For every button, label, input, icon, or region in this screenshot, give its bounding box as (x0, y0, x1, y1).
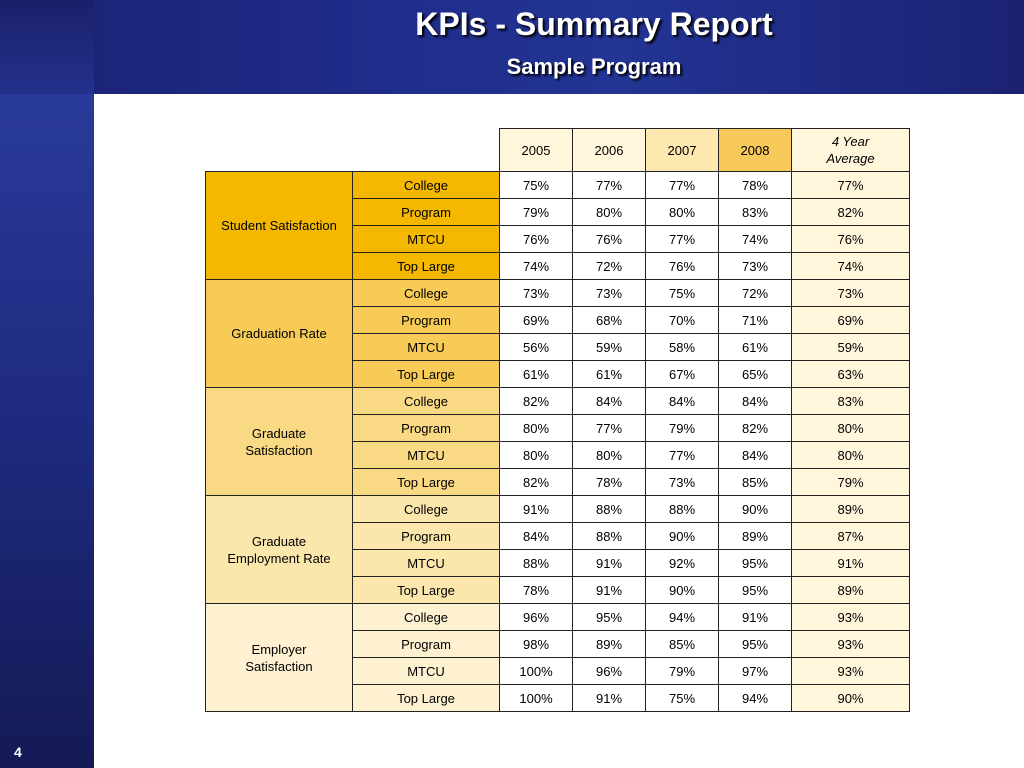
metric-group-label-line2: Employment Rate (227, 550, 331, 566)
value-cell: 56% (500, 334, 573, 361)
kpi-summary-table (205, 128, 910, 712)
value-cell: 95% (719, 577, 792, 604)
value-cell: 74% (719, 226, 792, 253)
comparison-label: Program (353, 523, 500, 550)
value-cell: 61% (573, 361, 646, 388)
average-cell: 63% (792, 361, 910, 388)
value-cell: 90% (719, 496, 792, 523)
average-cell: 93% (792, 604, 910, 631)
comparison-label: Top Large (353, 469, 500, 496)
value-cell: 77% (646, 226, 719, 253)
value-cell: 80% (573, 199, 646, 226)
value-cell: 88% (573, 523, 646, 550)
average-cell: 89% (792, 496, 910, 523)
value-cell: 77% (573, 415, 646, 442)
value-cell: 80% (500, 442, 573, 469)
comparison-label: Program (353, 307, 500, 334)
value-cell: 80% (573, 442, 646, 469)
average-cell: 76% (792, 226, 910, 253)
value-cell: 84% (719, 442, 792, 469)
value-cell: 95% (573, 604, 646, 631)
value-cell: 82% (500, 388, 573, 415)
comparison-label: Program (353, 199, 500, 226)
metric-group-label-line2: Satisfaction (245, 442, 313, 458)
value-cell: 73% (719, 253, 792, 280)
value-cell: 79% (646, 415, 719, 442)
value-cell: 78% (719, 172, 792, 199)
metric-group-label (206, 604, 353, 712)
average-cell: 82% (792, 199, 910, 226)
comparison-label: College (353, 496, 500, 523)
average-header-line1: 4 Year (831, 134, 870, 149)
comparison-label: College (353, 280, 500, 307)
value-cell: 80% (500, 415, 573, 442)
average-cell: 80% (792, 415, 910, 442)
comparison-label: MTCU (353, 226, 500, 253)
value-cell: 80% (646, 199, 719, 226)
metric-group-label (206, 496, 353, 604)
value-cell: 75% (500, 172, 573, 199)
value-cell: 71% (719, 307, 792, 334)
value-cell: 68% (573, 307, 646, 334)
value-cell: 84% (500, 523, 573, 550)
value-cell: 85% (719, 469, 792, 496)
metric-group-label (206, 280, 353, 388)
value-cell: 74% (500, 253, 573, 280)
table-row (206, 496, 910, 523)
value-cell: 89% (573, 631, 646, 658)
metric-group-label-line1: Student Satisfaction (221, 218, 337, 233)
value-cell: 88% (500, 550, 573, 577)
value-cell: 82% (719, 415, 792, 442)
value-cell: 82% (500, 469, 573, 496)
value-cell: 61% (500, 361, 573, 388)
value-cell: 84% (573, 388, 646, 415)
value-cell: 85% (646, 631, 719, 658)
value-cell: 94% (646, 604, 719, 631)
value-cell: 90% (646, 577, 719, 604)
value-cell: 88% (646, 496, 719, 523)
value-cell: 79% (500, 199, 573, 226)
blank-header-cell (353, 129, 500, 172)
value-cell: 78% (573, 469, 646, 496)
value-cell: 91% (573, 577, 646, 604)
value-cell: 59% (573, 334, 646, 361)
comparison-label: College (353, 604, 500, 631)
value-cell: 83% (719, 199, 792, 226)
value-cell: 72% (573, 253, 646, 280)
table-row (206, 388, 910, 415)
average-cell: 89% (792, 577, 910, 604)
average-cell: 79% (792, 469, 910, 496)
value-cell: 84% (646, 388, 719, 415)
value-cell: 67% (646, 361, 719, 388)
value-cell: 70% (646, 307, 719, 334)
value-cell: 96% (500, 604, 573, 631)
value-cell: 97% (719, 658, 792, 685)
average-cell: 59% (792, 334, 910, 361)
comparison-label: College (353, 388, 500, 415)
comparison-label: Program (353, 631, 500, 658)
average-cell: 87% (792, 523, 910, 550)
comparison-label: College (353, 172, 500, 199)
value-cell: 61% (719, 334, 792, 361)
average-header-line2: Average (826, 151, 875, 166)
average-cell: 77% (792, 172, 910, 199)
value-cell: 77% (573, 172, 646, 199)
average-cell: 93% (792, 658, 910, 685)
average-cell: 80% (792, 442, 910, 469)
page-subtitle: Sample Program (506, 54, 682, 79)
value-cell: 76% (646, 253, 719, 280)
metric-group-label-line1: Graduation Rate (231, 326, 327, 341)
average-cell: 90% (792, 685, 910, 712)
year-header-2006: 2006 (573, 129, 646, 172)
page-number: 4 (14, 744, 22, 760)
average-cell: 73% (792, 280, 910, 307)
table-header-row (206, 129, 910, 172)
metric-group-label-line1: Graduate (251, 533, 307, 549)
value-cell: 69% (500, 307, 573, 334)
average-cell: 91% (792, 550, 910, 577)
value-cell: 91% (719, 604, 792, 631)
value-cell: 90% (646, 523, 719, 550)
metric-group-label-line1: Employer (251, 641, 307, 657)
comparison-label: MTCU (353, 658, 500, 685)
metric-group-label (206, 388, 353, 496)
value-cell: 84% (719, 388, 792, 415)
comparison-label: MTCU (353, 334, 500, 361)
value-cell: 65% (719, 361, 792, 388)
comparison-label: Top Large (353, 253, 500, 280)
metric-group-label (206, 172, 353, 280)
table-row (206, 172, 910, 199)
value-cell: 96% (573, 658, 646, 685)
average-cell: 93% (792, 631, 910, 658)
value-cell: 91% (573, 550, 646, 577)
value-cell: 88% (573, 496, 646, 523)
table-row (206, 604, 910, 631)
comparison-label: MTCU (353, 550, 500, 577)
page-title: KPIs - Summary Report (415, 6, 773, 42)
value-cell: 79% (646, 658, 719, 685)
comparison-label: MTCU (353, 442, 500, 469)
comparison-label: Top Large (353, 361, 500, 388)
value-cell: 77% (646, 442, 719, 469)
comparison-label: Top Large (353, 685, 500, 712)
year-header-2005: 2005 (500, 129, 573, 172)
value-cell: 91% (500, 496, 573, 523)
value-cell: 94% (719, 685, 792, 712)
value-cell: 75% (646, 685, 719, 712)
slide-sidebar (0, 94, 94, 768)
average-cell: 69% (792, 307, 910, 334)
value-cell: 77% (646, 172, 719, 199)
value-cell: 95% (719, 550, 792, 577)
value-cell: 100% (500, 685, 573, 712)
value-cell: 89% (719, 523, 792, 550)
comparison-label: Top Large (353, 577, 500, 604)
average-header (792, 129, 910, 172)
value-cell: 72% (719, 280, 792, 307)
value-cell: 78% (500, 577, 573, 604)
average-cell: 74% (792, 253, 910, 280)
value-cell: 91% (573, 685, 646, 712)
value-cell: 98% (500, 631, 573, 658)
value-cell: 100% (500, 658, 573, 685)
value-cell: 76% (573, 226, 646, 253)
average-cell: 83% (792, 388, 910, 415)
value-cell: 76% (500, 226, 573, 253)
value-cell: 95% (719, 631, 792, 658)
table-row (206, 280, 910, 307)
metric-group-label-line1: Graduate (251, 425, 307, 441)
year-header-2007: 2007 (646, 129, 719, 172)
blank-header-cell (206, 129, 353, 172)
value-cell: 58% (646, 334, 719, 361)
value-cell: 73% (573, 280, 646, 307)
header-corner (0, 0, 94, 94)
value-cell: 73% (500, 280, 573, 307)
value-cell: 92% (646, 550, 719, 577)
metric-group-label-line2: Satisfaction (245, 658, 313, 674)
year-header-2008: 2008 (719, 129, 792, 172)
value-cell: 73% (646, 469, 719, 496)
value-cell: 75% (646, 280, 719, 307)
comparison-label: Program (353, 415, 500, 442)
